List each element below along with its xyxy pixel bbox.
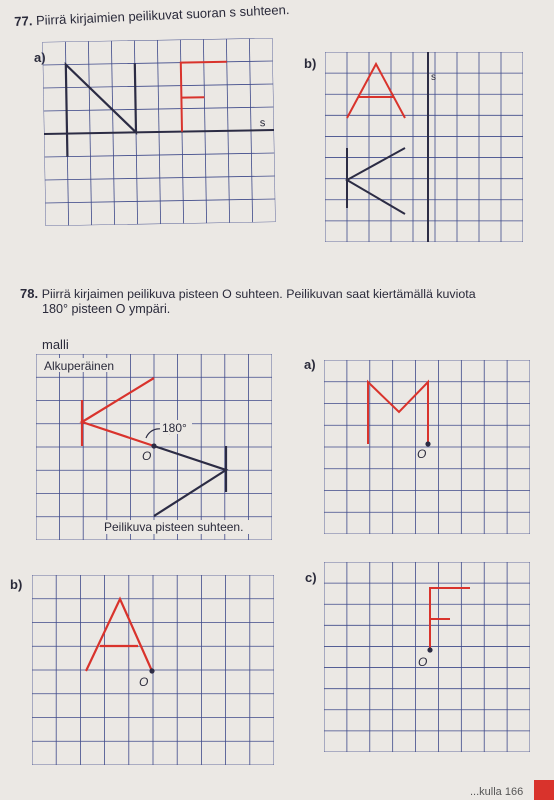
- letter-m: [368, 382, 428, 444]
- exercise-78b-grid: [32, 575, 274, 765]
- exercise-78-heading: [20, 286, 476, 301]
- letter-k-arms: [82, 378, 154, 446]
- angle-label: 180°: [162, 421, 187, 435]
- exercise-77a-grid: [42, 38, 275, 226]
- exercise-77-instruction: Piirrä kirjaimien peilikuvat suoran s suhteen.: [35, 1, 290, 29]
- page-tab-marker: [534, 780, 554, 800]
- point-o: [149, 668, 154, 673]
- point-o: [427, 647, 432, 652]
- footer-partial: ...kulla: [470, 786, 502, 798]
- point-o-label: O: [417, 447, 427, 461]
- exercise-78-instruction-1: Piirrä kirjaimen peilikuva pisteen O suhteen. Peilikuvan saat kiertämällä kuviota: [41, 287, 476, 301]
- exercise-77-number: 77.: [14, 13, 33, 29]
- original-caption: Alkuperäinen: [44, 359, 115, 373]
- model-label: malli: [42, 337, 69, 352]
- exercise-78c-label: c): [305, 570, 317, 585]
- exercise-78-number: 78.: [20, 286, 39, 301]
- exercise-78-model-grid: [36, 354, 272, 540]
- footer-text: [470, 786, 523, 798]
- exercise-78c-grid: [324, 562, 530, 752]
- exercise-78a-grid: [324, 360, 530, 534]
- letter-a: [347, 64, 405, 118]
- exercise-78b-label: b): [10, 577, 23, 592]
- exercise-77a-label: a): [34, 50, 46, 65]
- exercise-77b-grid: [325, 52, 523, 242]
- page-number: 166: [504, 786, 524, 798]
- mirror-k-arms: [154, 446, 226, 516]
- mirror-caption: Peilikuva pisteen suhteen.: [104, 520, 244, 534]
- line-s-label: s: [431, 72, 436, 83]
- exercise-77-heading: [14, 2, 290, 29]
- point-o-label: O: [418, 655, 428, 669]
- letter-a: [86, 599, 152, 671]
- exercise-77b-label: b): [304, 56, 317, 71]
- exercise-78a-label: a): [304, 357, 316, 372]
- point-o: [151, 443, 156, 448]
- line-s-label: s: [259, 117, 266, 130]
- point-o: [425, 441, 430, 446]
- exercise-78-instruction-2: 180° pisteen O ympäri.: [42, 302, 171, 316]
- point-o-label: O: [142, 449, 152, 463]
- point-o-label: O: [139, 675, 149, 689]
